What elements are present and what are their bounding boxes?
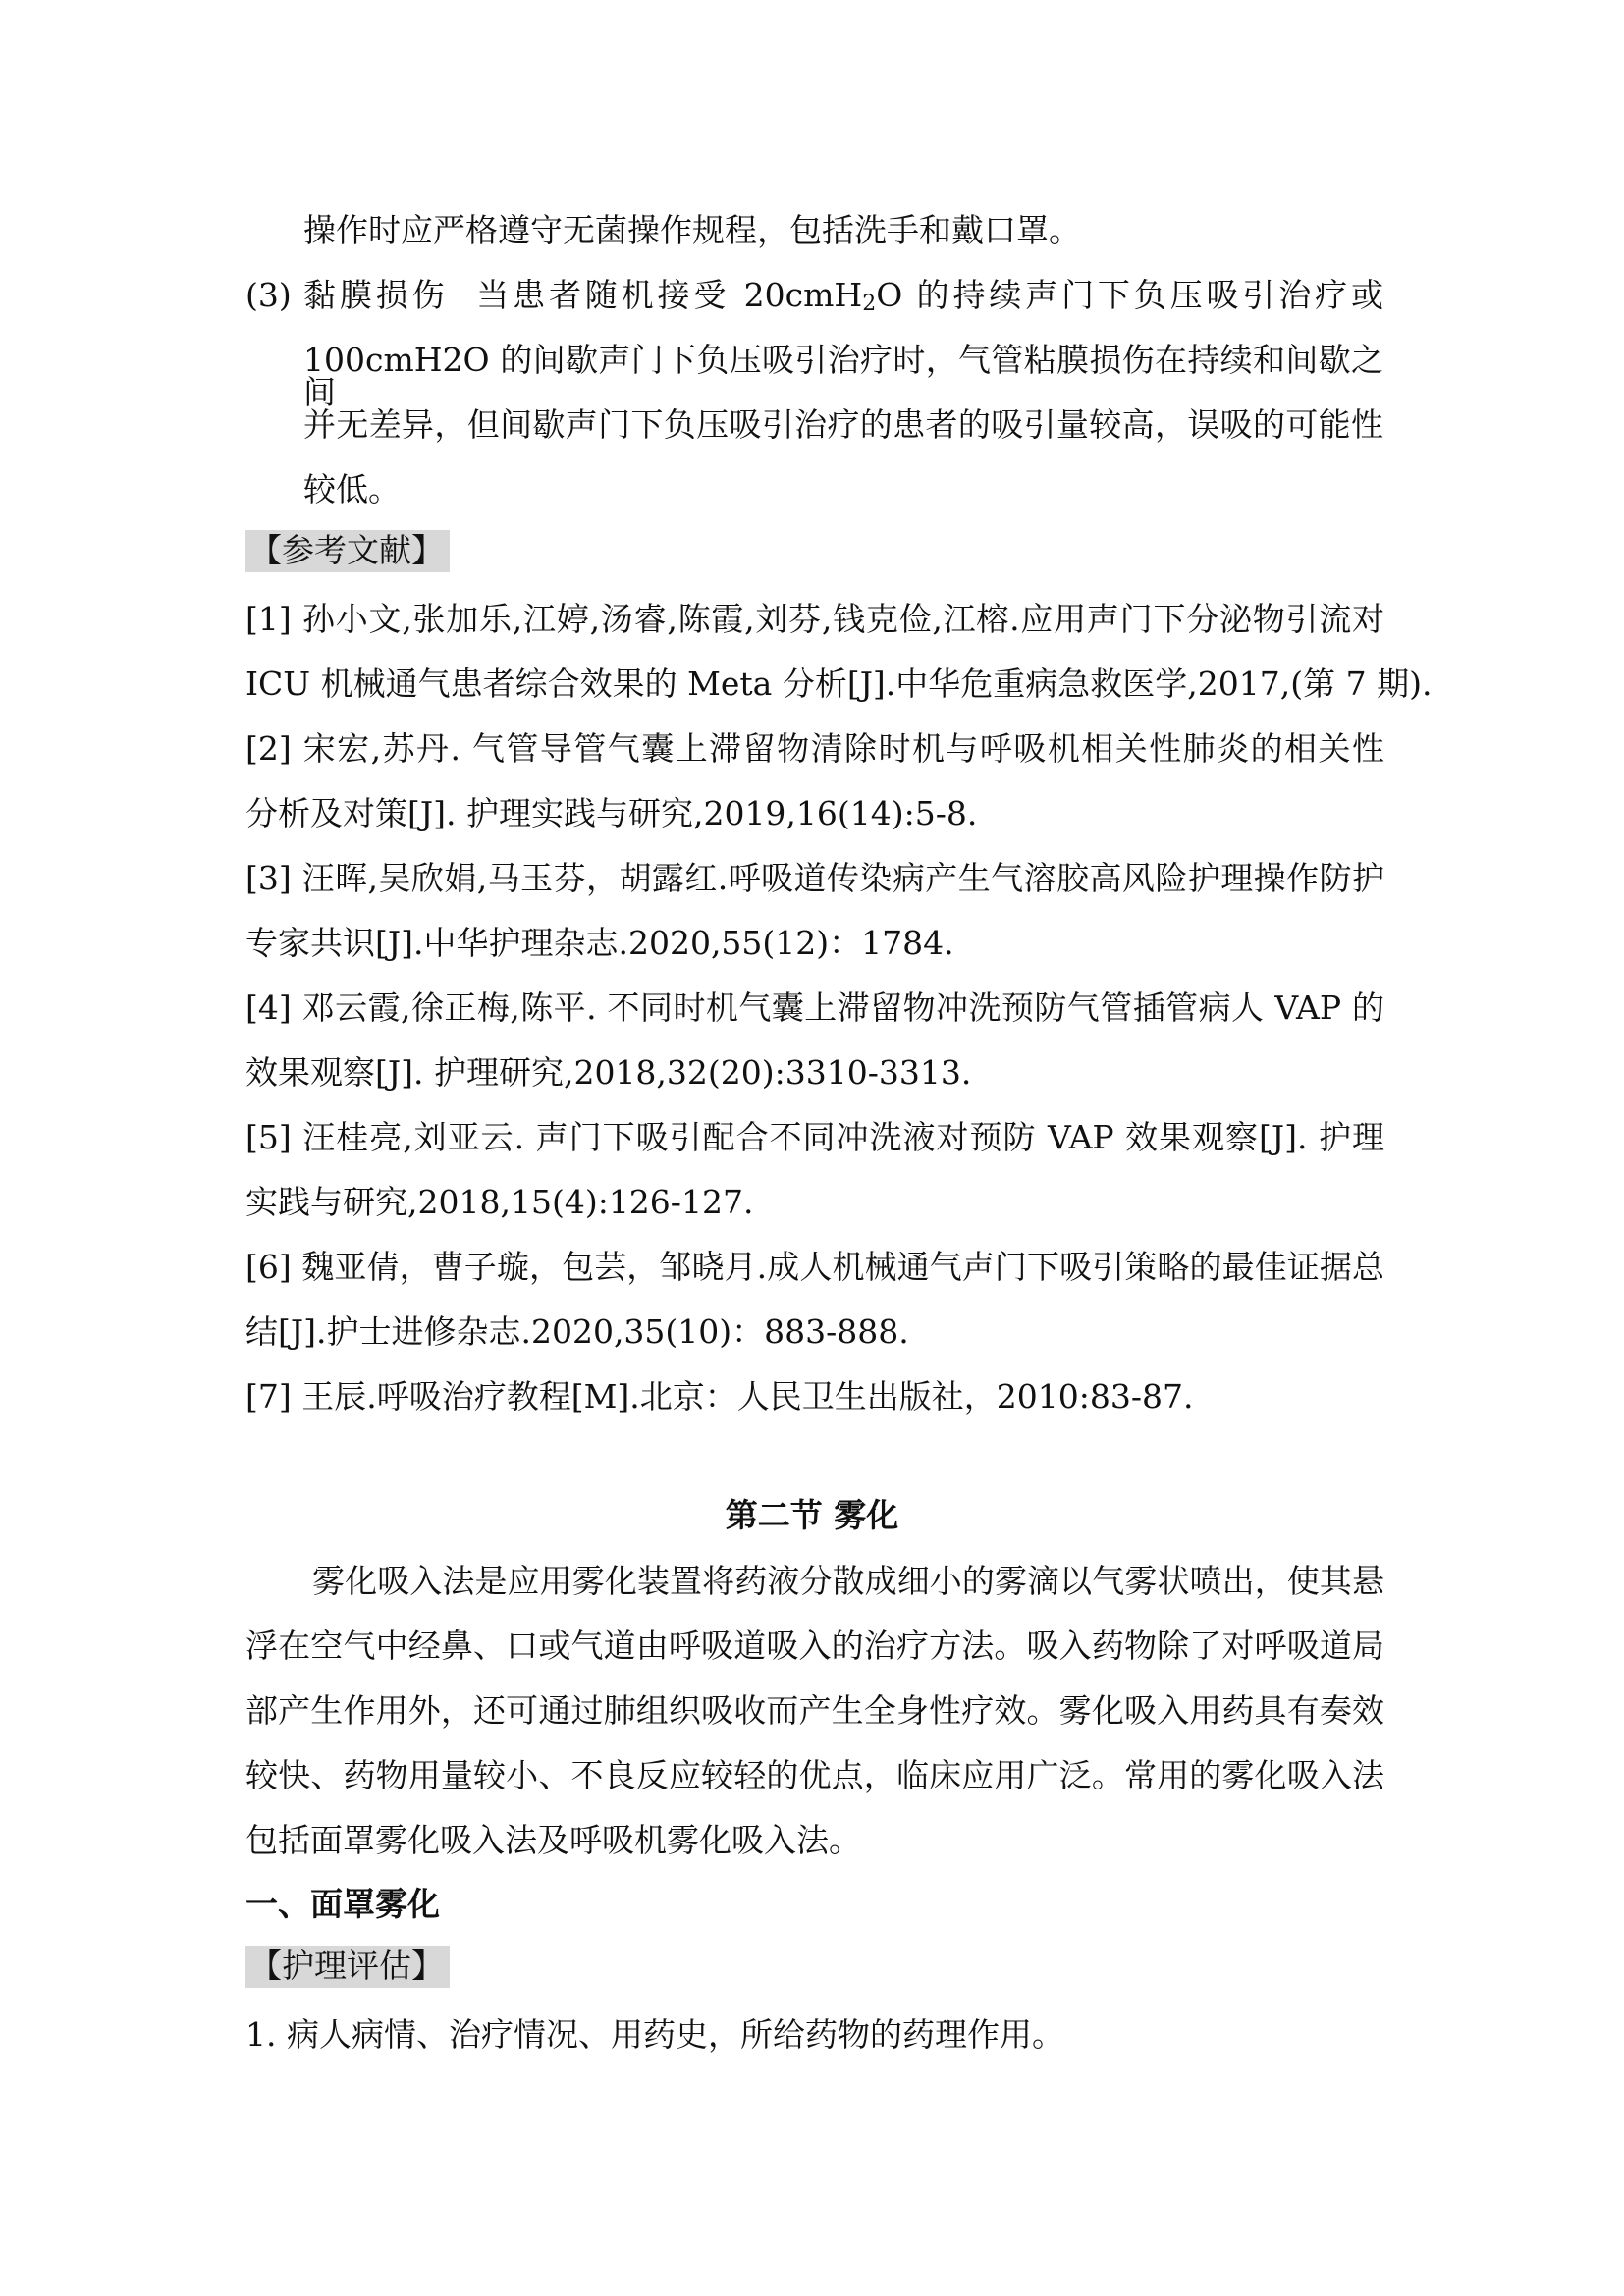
reference-3-line2: 专家共识[J].中华护理杂志.2020,55(12)：1784. <box>245 924 954 962</box>
reference-6-line2: 结[J].护士进修杂志.2020,35(10)：883-888. <box>245 1312 909 1351</box>
paragraph-line-1: 雾化吸入法是应用雾化装置将药液分散成细小的雾滴以气雾状喷出，使其悬 <box>312 1562 1384 1600</box>
paragraph-line-5: 包括面罩雾化吸入法及呼吸机雾化吸入法。 <box>245 1821 861 1859</box>
reference-3-line1: [3] 汪晖,吴欣娟,马玉芬，胡露红.呼吸道传染病产生气溶胶高风险护理操作防护 <box>245 859 1384 897</box>
section-title: 第二节 雾化 <box>725 1496 899 1534</box>
item3-line2: 100cmH2O 的间歇声门下负压吸引治疗时，气管粘膜损伤在持续和间歇之间 <box>303 341 1383 411</box>
reference-1-line1: [1] 孙小文,张加乐,江婷,汤睿,陈霞,刘芬,钱克俭,江榕.应用声门下分泌物引流对 <box>245 600 1384 638</box>
reference-2-line2: 分析及对策[J]. 护理实践与研究,2019,16(14):5-8. <box>245 794 978 832</box>
item3-line3: 并无差异，但间歇声门下负压吸引治疗的患者的吸引量较高，误吸的可能性 <box>303 405 1383 444</box>
reference-5-line1: [5] 汪桂亮,刘亚云. 声门下吸引配合不同冲洗液对预防 VAP 效果观察[J]. 护理 <box>245 1118 1384 1156</box>
reference-4-line1: [4] 邓云霞,徐正梅,陈平. 不同时机气囊上滞留物冲洗预防气管插管病人 VAP 的 <box>245 988 1384 1027</box>
item3-line1 <box>303 276 1384 316</box>
reference-5-line2: 实践与研究,2018,15(4):126-127. <box>245 1183 754 1221</box>
sub-heading: 一、面罩雾化 <box>245 1885 440 1923</box>
item3-term: 黏膜损伤 <box>303 276 449 314</box>
item3-line4: 较低。 <box>303 470 401 508</box>
paragraph-line-3: 部产生作用外，还可通过肺组织吸收而产生全身性疗效。雾化吸入用药具有奏效 <box>245 1691 1384 1730</box>
item3-line1-part-a: 当患者随机接受 20cmH <box>476 276 863 314</box>
item-number: (3) <box>245 276 292 314</box>
reference-2-line1: [2] 宋宏,苏丹. 气管导管气囊上滞留物清除时机与呼吸机相关性肺炎的相关性 <box>245 729 1384 768</box>
paragraph-line-4: 较快、药物用量较小、不良反应较轻的优点，临床应用广泛。常用的雾化吸入法 <box>245 1756 1384 1794</box>
reference-1-line2: ICU 机械通气患者综合效果的 Meta 分析[J].中华危重病急救医学,2017,(第 7 期). <box>245 665 1433 703</box>
continuation-text: 操作时应严格遵守无菌操作规程，包括洗手和戴口罩。 <box>303 211 1081 249</box>
paragraph-line-2: 浮在空气中经鼻、口或气道由呼吸道吸入的治疗方法。吸入药物除了对呼吸道局 <box>245 1627 1384 1665</box>
item3-subscript: 2 <box>862 292 877 316</box>
nursing-assessment-tag: 【护理评估】 <box>245 1946 450 1988</box>
references-tag: 【参考文献】 <box>245 530 450 572</box>
reference-4-line2: 效果观察[J]. 护理研究,2018,32(20):3310-3313. <box>245 1053 972 1092</box>
reference-6-line1: [6] 魏亚倩，曹子璇，包芸，邹晓月.成人机械通气声门下吸引策略的最佳证据总 <box>245 1248 1384 1286</box>
assessment-item-1: 1. 病人病情、治疗情况、用药史，所给药物的药理作用。 <box>245 2015 1064 2054</box>
reference-7-line1: [7] 王辰.呼吸治疗教程[M].北京：人民卫生出版社，2010:83-87. <box>245 1377 1194 1415</box>
item3-line1-part-b: O 的持续声门下负压吸引治疗或 <box>876 276 1384 314</box>
